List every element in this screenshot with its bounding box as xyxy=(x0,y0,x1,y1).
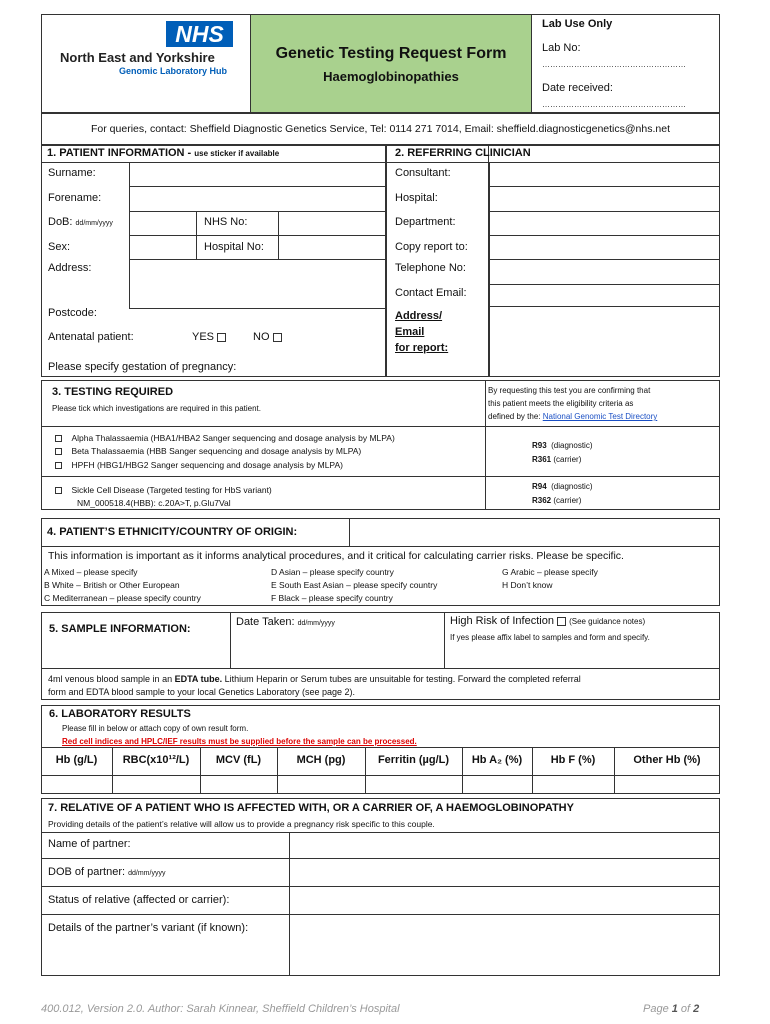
hospital-no-field[interactable] xyxy=(280,237,385,258)
hospital-label: Hospital: xyxy=(395,192,438,204)
dob-label: DoB: dd/mm/yyyy xyxy=(48,216,113,228)
code-r361: R361 (carrier) xyxy=(532,455,582,464)
title-panel xyxy=(251,15,531,112)
results-col-header: MCV (fL) xyxy=(215,754,262,766)
date-taken-field[interactable] xyxy=(232,630,442,666)
partner-variant-field[interactable] xyxy=(291,916,719,975)
sample-note: 4ml venous blood sample in an EDTA tube. Lithium Heparin or Serum tubes are unsuitable for testing. Forward the completed referral form and EDTA blood sample to your local Genetics Laboratory (see page 2). xyxy=(48,674,581,697)
test-option-hpfh[interactable]: HPFH (HBG1/HBG2 Sanger sequencing and dosage analysis by MLPA) xyxy=(55,460,343,470)
code-r362: R362 (carrier) xyxy=(532,496,582,505)
nhs-no-label: NHS No: xyxy=(204,216,248,228)
partner-dob-label: DOB of partner: dd/mm/yyyy xyxy=(48,866,166,878)
results-value-field[interactable] xyxy=(201,777,276,793)
date-received-label: Date received: xyxy=(542,82,613,94)
high-risk-note: If yes please affix label to samples and form and specify. xyxy=(450,633,650,642)
partner-variant-label: Details of the partner’s variant (if known): xyxy=(48,922,249,934)
copy-report-field[interactable] xyxy=(491,237,719,258)
telephone-field[interactable] xyxy=(491,261,719,283)
results-value-field[interactable] xyxy=(615,777,719,793)
contact-email-field[interactable] xyxy=(491,286,719,305)
results-col-header: Hb A₂ (%) xyxy=(471,754,523,766)
code-r93: R93 (diagnostic) xyxy=(532,441,593,450)
sickle-variant: NM_000518.4(HBB): c.20A>T, p.Glu7Val xyxy=(77,498,231,508)
eligibility-note: By requesting this test you are confirming that this patient meets the eligibility criteria as defined by the: National Genomic Test Directory xyxy=(488,386,658,421)
ethnicity-col2: D Asian – please specify country E South East Asian – please specify country F Black – please specify country xyxy=(271,567,438,603)
results-col-header: RBC(x10¹²/L) xyxy=(122,754,190,766)
address-field[interactable] xyxy=(131,261,385,307)
address-email-label: Address/ Email for report: xyxy=(395,310,449,354)
code-r94: R94 (diagnostic) xyxy=(532,482,593,491)
checkbox-icon[interactable] xyxy=(273,333,282,342)
testing-heading: 3. TESTING REQUIRED xyxy=(52,386,174,398)
checkbox-icon[interactable] xyxy=(217,333,226,342)
forename-label: Forename: xyxy=(48,192,102,204)
ethnicity-col1: A Mixed – please specify B White – British or Other European C Mediterranean – please specify country xyxy=(44,567,201,603)
telephone-label: Telephone No: xyxy=(395,262,466,274)
results-value-field[interactable] xyxy=(113,777,199,793)
sex-field[interactable] xyxy=(131,237,195,258)
hospital-no-label: Hospital No: xyxy=(204,241,264,253)
department-field[interactable] xyxy=(491,212,719,234)
results-col-header: Hb F (%) xyxy=(550,754,596,766)
results-value-field[interactable] xyxy=(463,777,531,793)
results-col-header: Hb (g/L) xyxy=(55,754,98,766)
test-option-beta[interactable]: Beta Thalassaemia (HBB Sanger sequencing and dosage analysis by MLPA) xyxy=(55,446,361,456)
surname-field[interactable] xyxy=(131,164,385,185)
org-subname: Genomic Laboratory Hub xyxy=(119,66,228,76)
page-number: Page 1 of 2 xyxy=(643,1003,700,1015)
relative-status-label: Status of relative (affected or carrier): xyxy=(48,894,230,906)
testing-sub: Please tick which investigations are required in this patient. xyxy=(52,404,261,413)
test-option-alpha[interactable]: Alpha Thalassaemia (HBA1/HBA2 Sanger sequencing and dosage analysis by MLPA) xyxy=(55,433,395,443)
date-received-field[interactable]: ……………………………………………… xyxy=(542,100,686,109)
results-col-header: Other Hb (%) xyxy=(633,754,701,766)
checkbox-icon[interactable] xyxy=(55,448,62,455)
nhs-logo: NHS xyxy=(166,21,233,47)
antenatal-label: Antenatal patient: xyxy=(48,331,134,343)
nhs-no-field[interactable] xyxy=(280,212,385,234)
results-value-field[interactable] xyxy=(366,777,461,793)
lab-no-field[interactable]: ……………………………………………… xyxy=(542,60,686,69)
antenatal-yes[interactable]: YES xyxy=(192,331,226,343)
ethnicity-field[interactable] xyxy=(351,520,718,545)
partner-name-field[interactable] xyxy=(291,834,719,857)
ethnicity-col3: G Arabic – please specify H Don’t know xyxy=(502,567,598,590)
high-risk-label[interactable]: High Risk of Infection (See guidance notes) xyxy=(450,615,646,627)
checkbox-icon[interactable] xyxy=(557,617,566,626)
ethnicity-info: This information is important as it informs analytical procedures, and it critical for calculating carrier risks. Please be specific. xyxy=(48,550,624,562)
sample-heading: 5. SAMPLE INFORMATION: xyxy=(49,623,191,635)
results-value-field[interactable] xyxy=(278,777,364,793)
footer-version: 400.012, Version 2.0. Author: Sarah Kinnear, Sheffield Children’s Hospital xyxy=(41,1003,400,1015)
hospital-field[interactable] xyxy=(491,188,719,209)
lab-use-only: Lab Use Only xyxy=(542,18,613,30)
contact-email-label: Contact Email: xyxy=(395,287,467,299)
relative-heading: 7. RELATIVE OF A PATIENT WHO IS AFFECTED WITH, OR A CARRIER OF, A HAEMOGLOBINOPATHY xyxy=(48,802,574,814)
gestation-label: Please specify gestation of pregnancy: xyxy=(48,361,237,373)
partner-name-label: Name of partner: xyxy=(48,838,131,850)
lab-results-heading: 6. LABORATORY RESULTS xyxy=(49,708,191,720)
antenatal-no[interactable]: NO xyxy=(253,331,282,343)
test-directory-link[interactable]: National Genomic Test Directory xyxy=(542,412,658,421)
contact-line: For queries, contact: Sheffield Diagnostic Genetics Service, Tel: 0114 271 7014, Email: sheffield.diagnosticgenetics@nhs.net xyxy=(91,123,670,135)
clinician-heading: 2. REFERRING CLINICIAN xyxy=(395,147,531,159)
department-label: Department: xyxy=(395,216,456,228)
checkbox-icon[interactable] xyxy=(55,487,62,494)
ethnicity-heading: 4. PATIENT’S ETHNICITY/COUNTRY OF ORIGIN: xyxy=(47,526,298,538)
relative-sub: Providing details of the patient’s relative will allow us to provide a pregnancy risk specific to this couple. xyxy=(48,819,435,829)
partner-dob-field[interactable] xyxy=(291,860,719,885)
copy-report-label: Copy report to: xyxy=(395,241,468,253)
results-col-header: Ferritin (µg/L) xyxy=(377,754,450,766)
test-option-sickle[interactable]: Sickle Cell Disease (Targeted testing for HbS variant) xyxy=(55,485,272,495)
dob-field[interactable] xyxy=(131,212,195,234)
form-subtitle: Haemoglobinopathies xyxy=(323,69,459,84)
patient-heading: 1. PATIENT INFORMATION - use sticker if available xyxy=(47,147,280,159)
checkbox-icon[interactable] xyxy=(55,435,62,442)
surname-label: Surname: xyxy=(48,167,96,179)
consultant-label: Consultant: xyxy=(395,167,451,179)
results-value-field[interactable] xyxy=(42,777,111,793)
address-email-field[interactable] xyxy=(491,308,719,376)
org-name: North East and Yorkshire xyxy=(60,50,215,65)
lab-no-label: Lab No: xyxy=(542,42,581,54)
lab-results-warning: Red cell indices and HPLC/IEF results must be supplied before the sample can be processed. xyxy=(62,737,417,746)
date-taken-label: Date Taken: dd/mm/yyyy xyxy=(236,616,335,628)
consultant-field[interactable] xyxy=(491,164,719,185)
lab-results-sub: Please fill in below or attach copy of own result form. xyxy=(62,724,249,733)
results-value-field[interactable] xyxy=(533,777,613,793)
form-title: Genetic Testing Request Form xyxy=(275,45,507,62)
forename-field[interactable] xyxy=(131,188,385,209)
postcode-label: Postcode: xyxy=(48,307,97,319)
address-label: Address: xyxy=(48,262,92,274)
checkbox-icon[interactable] xyxy=(55,462,62,469)
sex-label: Sex: xyxy=(48,241,71,253)
postcode-field[interactable] xyxy=(131,310,385,326)
results-col-header: MCH (pg) xyxy=(296,754,346,766)
relative-status-field[interactable] xyxy=(291,888,719,913)
